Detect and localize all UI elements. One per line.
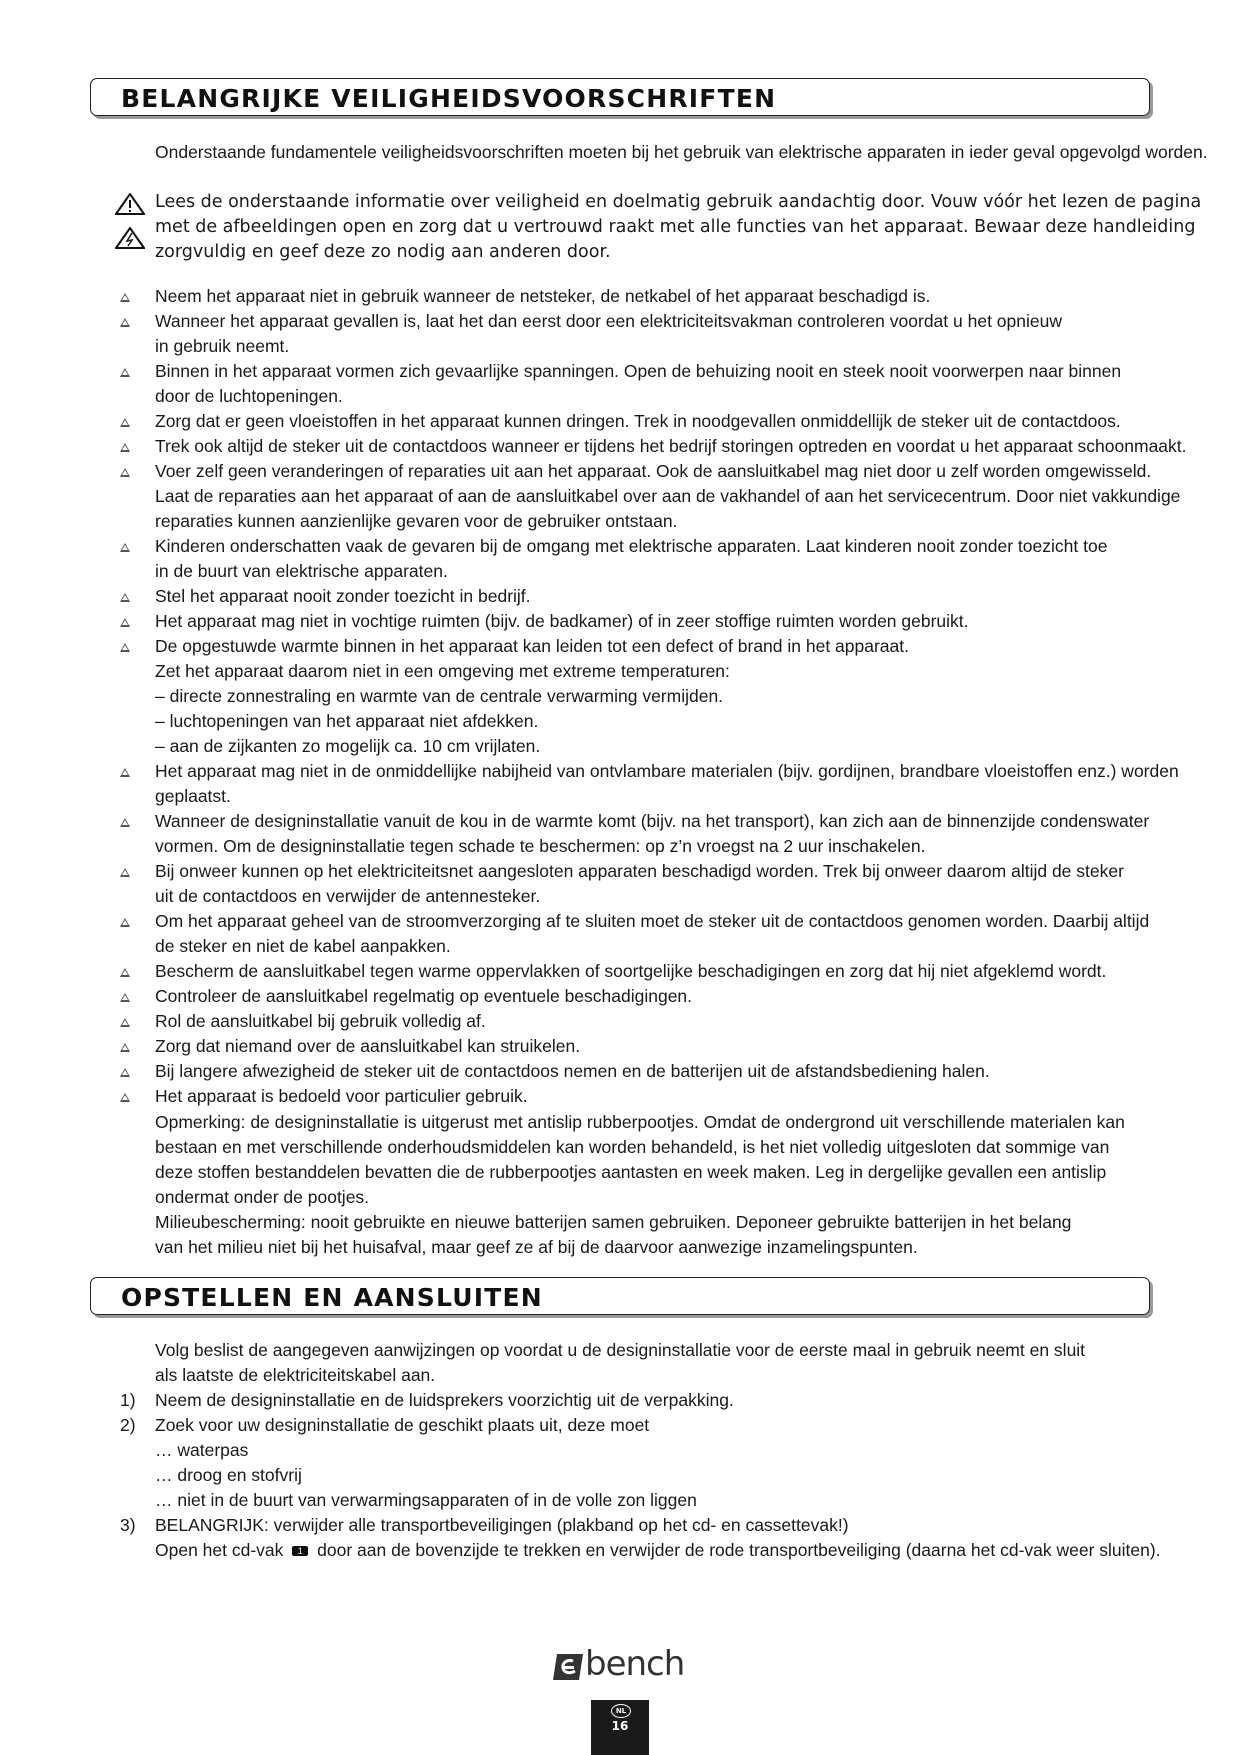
brand-logo (553, 1644, 693, 1690)
step-number: 2) (120, 1415, 136, 1435)
step-line: BELANGRIJK: verwijder alle transportbeveiligingen (plakband op het cd- en cassettevak!) (155, 1515, 849, 1535)
bullet-triangle-icon (120, 1018, 130, 1027)
cd-compartment-ref-badge: 1 (292, 1546, 308, 1556)
environment-line: van het milieu niet bij het huisafval, maar geef ze af bij de daarvoor aanwezige inzamelingspunten. (155, 1237, 918, 1257)
setup-intro (155, 1338, 1185, 1388)
section-header-setup (90, 1277, 1150, 1315)
safety-item-line: Zorg dat niemand over de aansluitkabel kan struikelen. (155, 1036, 581, 1056)
safety-item-line: Zorg dat er geen vloeistoffen in het apparaat kunnen dringen. Trek in noodgevallen onmiddellijk de steker uit de contactdoos. (155, 411, 1121, 431)
warning-line: met de afbeeldingen open en zorg dat u vertrouwd raakt met alle functies van het apparaat. Bewaar deze handleiding (155, 217, 1196, 237)
safety-item-line: in gebruik neemt. (155, 336, 290, 356)
brand-mark-icon (553, 1652, 585, 1682)
safety-item-line: Neem het apparaat niet in gebruik wanneer de netsteker, de netkabel of het apparaat beschadigd is. (155, 286, 931, 306)
safety-item-line: de steker en niet de kabel aanpakken. (155, 936, 451, 956)
step-line: … droog en stofvrij (155, 1465, 302, 1485)
caution-shock-icon (115, 227, 145, 249)
bullet-triangle-icon (120, 318, 130, 327)
safety-item-line: reparaties kunnen aanzienlijke gevaren voor de gebruiker ontstaan. (155, 511, 678, 531)
safety-item-line: Voer zelf geen veranderingen of reparaties uit aan het apparaat. Ook de aansluitkabel mag niet door u zelf worden omgewisseld. (155, 461, 1152, 481)
step-number: 1) (120, 1390, 136, 1410)
safety-item-line: in de buurt van elektrische apparaten. (155, 561, 448, 581)
safety-item-line: door de luchtopeningen. (155, 386, 343, 406)
step-line (155, 1538, 1161, 1563)
bullet-triangle-icon (120, 1043, 130, 1052)
bullet-triangle-icon (120, 768, 130, 777)
bullet-triangle-icon (120, 418, 130, 427)
bullet-triangle-icon (120, 543, 130, 552)
section-title: BELANGRIJKE VEILIGHEIDSVOORSCHRIFTEN (121, 84, 777, 113)
environment-line: nooit gebruikte en nieuwe batterijen samen gebruiken. Deponeer gebruikte batterijen in het belang (305, 1212, 1072, 1232)
safety-item-line: Het apparaat mag niet in vochtige ruimten (bijv. de badkamer) of in zeer stoffige ruimten worden gebruikt. (155, 611, 969, 631)
safety-item-line: Om het apparaat geheel van de stroomverzorging af te sluiten moet de steker uit de contactdoos genomen worden. Daarbij altijd (155, 911, 1150, 931)
step-line: … niet in de buurt van verwarmingsapparaten of in de volle zon liggen (155, 1490, 697, 1510)
safety-item-line: Zet het apparaat daarom niet in een omgeving met extreme temperaturen: (155, 661, 730, 681)
note-label: Opmerking: (155, 1112, 246, 1132)
safety-item-line: Het apparaat is bedoeld voor particulier gebruik. (155, 1086, 528, 1106)
section-header-safety (90, 78, 1150, 116)
warning-line: zorgvuldig en geef deze zo nodig aan anderen door. (155, 242, 611, 262)
step-line: Neem de designinstallatie en de luidsprekers voorzichtig uit de verpakking. (155, 1390, 734, 1410)
bullet-triangle-icon (120, 1093, 130, 1102)
bullet-triangle-icon (120, 643, 130, 652)
bullet-triangle-icon (120, 368, 130, 377)
step-line-text: door aan de bovenzijde te trekken en verwijder de rode transportbeveiliging (daarna het cd-vak weer sluiten). (317, 1540, 1161, 1560)
safety-item-line: Bij langere afwezigheid de steker uit de contactdoos nemen en de batterijen uit de afstandsbediening halen. (155, 1061, 990, 1081)
safety-item-line: De opgestuwde warmte binnen in het apparaat kan leiden tot een defect of brand in het apparaat. (155, 636, 909, 656)
bullet-triangle-icon (120, 468, 130, 477)
warning-line: Lees de onderstaande informatie over veiligheid en doelmatig gebruik aandachtig door. Vouw vóór het lezen de pagina (155, 192, 1202, 212)
step-line: Zoek voor uw designinstallatie de geschikt plaats uit, deze moet (155, 1415, 650, 1435)
environment-paragraph (155, 1210, 1185, 1260)
environment-label: Milieubescherming: (155, 1212, 306, 1232)
safety-item-line: Controleer de aansluitkabel regelmatig op eventuele beschadigingen. (155, 986, 693, 1006)
safety-item-line: Het apparaat mag niet in de onmiddellijke nabijheid van ontvlambare materialen (bijv. gordijnen, brandbare vloeistoffen enz.) worden (155, 761, 1179, 781)
brand-name: bench (585, 1644, 685, 1684)
safety-item-line: – directe zonnestraling en warmte van de centrale verwarming vermijden. (155, 686, 724, 706)
note-paragraph (155, 1110, 1185, 1210)
safety-item-line: Wanneer het apparaat gevallen is, laat het dan eerst door een elektriciteitsvakman controleren voordat u het opnieuw (155, 311, 1062, 331)
safety-item-line: – luchtopeningen van het apparaat niet afdekken. (155, 711, 539, 731)
safety-item-line: – aan de zijkanten zo mogelijk ca. 10 cm vrijlaten. (155, 736, 541, 756)
safety-warning (155, 190, 1202, 265)
safety-item-line: Rol de aansluitkabel bij gebruik volledig af. (155, 1011, 486, 1031)
safety-item-line: vormen. Om de designinstallatie tegen schade te beschermen: op z’n vroegst na 2 uur inschakelen. (155, 836, 926, 856)
note-line: deze stoffen bestanddelen bevatten die de rubberpootjes aantasten en week maken. Leg in dergelijke gevallen een antislip (155, 1162, 1107, 1182)
bullet-triangle-icon (120, 293, 130, 302)
safety-item-line: Wanneer de designinstallatie vanuit de kou in de warmte komt (bijv. na het transport), kan zich aan de binnenzijde condenswater (155, 811, 1150, 831)
step-line: … waterpas (155, 1440, 249, 1460)
warning-triangle-icon (115, 193, 145, 215)
section-title: OPSTELLEN EN AANSLUITEN (121, 1283, 543, 1312)
safety-item-line: Binnen in het apparaat vormen zich gevaarlijke spanningen. Open de behuizing nooit en steek nooit voorwerpen naar binnen (155, 361, 1122, 381)
safety-item-line: Bescherm de aansluitkabel tegen warme oppervlakken of soortgelijke beschadigingen en zorg dat hij niet afgeklemd wordt. (155, 961, 1107, 981)
bullet-triangle-icon (120, 443, 130, 452)
setup-intro-line: als laatste de elektriciteitskabel aan. (155, 1365, 436, 1385)
setup-intro-line: Volg beslist de aangegeven aanwijzingen op voordat u de designinstallatie voor de eerste maal in gebruik neemt en sluit (155, 1340, 1086, 1360)
safety-item-line: Kinderen onderschatten vaak de gevaren bij de omgang met elektrische apparaten. Laat kinderen nooit zonder toezicht toe (155, 536, 1108, 556)
note-line: ondermat onder de pootjes. (155, 1187, 370, 1207)
safety-item-line: uit de contactdoos en verwijder de antennesteker. (155, 886, 541, 906)
bullet-triangle-icon (120, 818, 130, 827)
bullet-triangle-icon (120, 1068, 130, 1077)
safety-item-line: Trek ook altijd de steker uit de contactdoos wanneer er tijdens het bedrijf storingen optreden en voordat u het apparaat schoonmaakt. (155, 436, 1187, 456)
bullet-triangle-icon (120, 868, 130, 877)
section-intro: Onderstaande fundamentele veiligheidsvoorschriften moeten bij het gebruik van elektrische apparaten in ieder geval opgevolgd worden. (155, 142, 1208, 162)
note-line: bestaan en met verschillende onderhoudsmiddelen kan worden behandeld, is het niet volledig uitgesloten dat sommige van (155, 1137, 1110, 1157)
note-line: de designinstallatie is uitgerust met antislip rubberpootjes. Omdat de ondergrond uit verschillende materialen kan (245, 1112, 1125, 1132)
safety-item-line: Stel het apparaat nooit zonder toezicht in bedrijf. (155, 586, 531, 606)
bullet-triangle-icon (120, 968, 130, 977)
language-badge: NL (611, 1704, 631, 1718)
page-number-tab (591, 1700, 649, 1755)
step-number: 3) (120, 1515, 136, 1535)
bullet-triangle-icon (120, 918, 130, 927)
bullet-triangle-icon (120, 993, 130, 1002)
safety-item-line: Laat de reparaties aan het apparaat of aan de aansluitkabel over aan de vakhandel of aan het servicecentrum. Door niet vakkundige (155, 486, 1181, 506)
page-number: 16 (611, 1719, 629, 1733)
safety-item-line: geplaatst. (155, 786, 231, 806)
bullet-triangle-icon (120, 593, 130, 602)
step-line-text: Open het cd-vak (155, 1540, 284, 1560)
safety-item-line: Bij onweer kunnen op het elektriciteitsnet aangesloten apparaten beschadigd worden. Trek bij onweer daarom altijd de steker (155, 861, 1124, 881)
bullet-triangle-icon (120, 618, 130, 627)
